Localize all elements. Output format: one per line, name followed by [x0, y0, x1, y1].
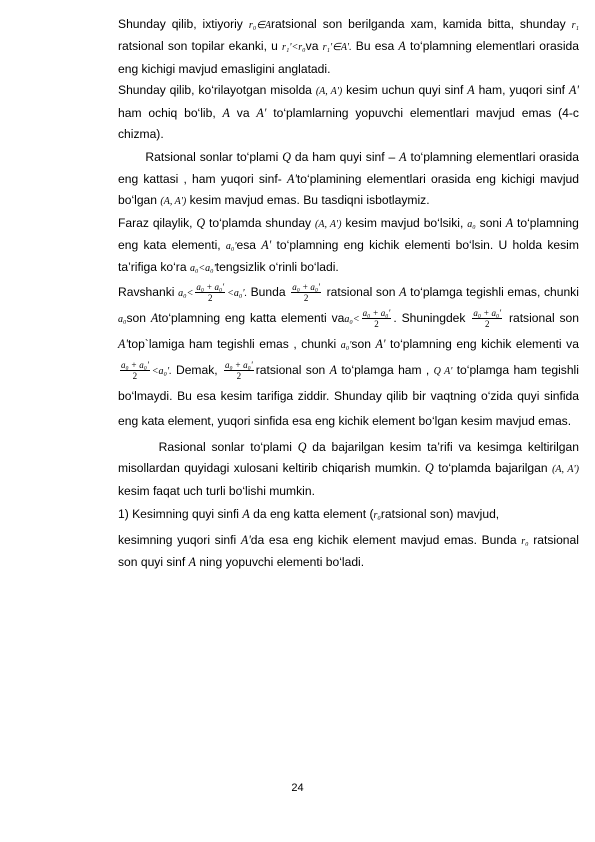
fraction: $\frac{\text{a₀ + a₀'}}{2}$ [473, 308, 502, 330]
fraction: $\frac{\text{a₀ + a₀'}}{2}$ [292, 282, 320, 304]
paragraph-8: kesimning yuqori sinfi A'da esa eng kichik element mavjud emas. Bunda r₀ ratsional son quyi sinf A ning yopuvchi elementi bo‘ladi. [118, 532, 579, 569]
math-inline: (A, A') [315, 86, 343, 98]
paragraph-3: Ratsional sonlar to‘plami Q da ham quyi sinf – A to‘plamning elementlari orasida eng kattasi , ham yuqori sinf- A'to‘plamining elementlari orasida eng kichigi mavjud bo‘lgan (A, A') kesim mavjud emas. Bu tasdiqni isbotlaymiz. [118, 150, 579, 208]
paragraph-2: Shunday qilib, ko‘rilayotgan misolda (A, A') kesim uchun quyi sinf A ham, yuqori sinf A' ham ochiq bo‘lib, A va A' to‘plamlarning yopuvchi elementlari mavjud emas (4-c chizma). [118, 83, 579, 142]
fraction: $\frac{\text{a₀ + a₀'}}{2}$ [121, 360, 149, 382]
math-inline: r₁'<r₀ [282, 42, 306, 54]
math-inline: A [398, 39, 406, 54]
math-inline: r₁ [571, 20, 579, 31]
paragraph-4: Faraz qilaylik, Q to‘plamda shunday (A, A') kesim mavjud bo‘lsiki, a₀ soni A to‘plamning eng kata elementi, a₀'esa A' to‘plamning eng kichik elementi bo‘lsin. U holda kesim ta’rifiga ko‘ra a₀<a₀'tengsizlik o‘rinli bo‘ladi. [118, 215, 579, 275]
paragraph-6: Rasional sonlar to‘plami Q da bajarilgan kesim ta’rifi va kesimga keltirilgan misollardan quyidagi xulosani keltirib chiqarish mumkin. Q to‘plamda bajarilgan (A, A') kesim faqat uch turli bo‘lishi mumkin. [118, 439, 579, 498]
math-inline: r₁'∈A'. [322, 42, 352, 54]
math-inline: r₀∈A [248, 20, 272, 31]
page-number: 24 [291, 782, 304, 794]
fraction: $\frac{\text{a₀ + a₀'}}{2}$ [196, 282, 225, 304]
page-body [118, 14, 579, 573]
paragraph-5: Ravshanki a₀< $\frac{\text{a₀ + a₀'}}{2}$ <a₀'. Bunda $\frac{\text{a₀ + a₀'}}{2}$ ratsional son A to‘plamga tegishli emas, chunki a₀son Ato‘plamning eng katta elementi vaa₀< $\frac{\text{a₀ + a₀'}}{2}$ . Shuningdek $\frac{\text{a₀ + a₀'}}{2}$ ratsional son A'top`lamiga ham tegishli emas , chunki a₀'son A' to‘plamning eng kichik elementi va $\frac{\text{a₀ + a₀'}}{2}$ <a₀'. Demak, $\frac{\text{a₀ + a₀'}}{2}$ ratsional son A to‘plamga ham , Q A' to‘plamga ham tegishli bo‘lmaydi. Bu esa kesim tarifiga ziddir. Shunday qilib bir vaqtning o‘zida quyi sinfida eng kata element, yuqori sinfida esa eng kichik element bo‘lgan kesim mavjud emas. [118, 282, 579, 428]
paragraph-1: Shunday qilib, ixtiyoriy r₀∈Aratsional son berilganda xam, kamida bitta, shunday r₁ ratsional son topilar ekanki, u r₁'<r₀va r₁'∈A'. Bu esa A to‘plamning elementlari orasida eng kichigi mavjud emasligini anglatadi. [118, 17, 579, 76]
fraction: $\frac{\text{a₀ + a₀'}}{2}$ [362, 308, 391, 330]
fraction: $\frac{\text{a₀ + a₀'}}{2}$ [224, 360, 253, 382]
paragraph-7: 1) Kesimning quyi sinfi A da eng katta element (r₀ratsional son) mavjud, [118, 507, 500, 522]
